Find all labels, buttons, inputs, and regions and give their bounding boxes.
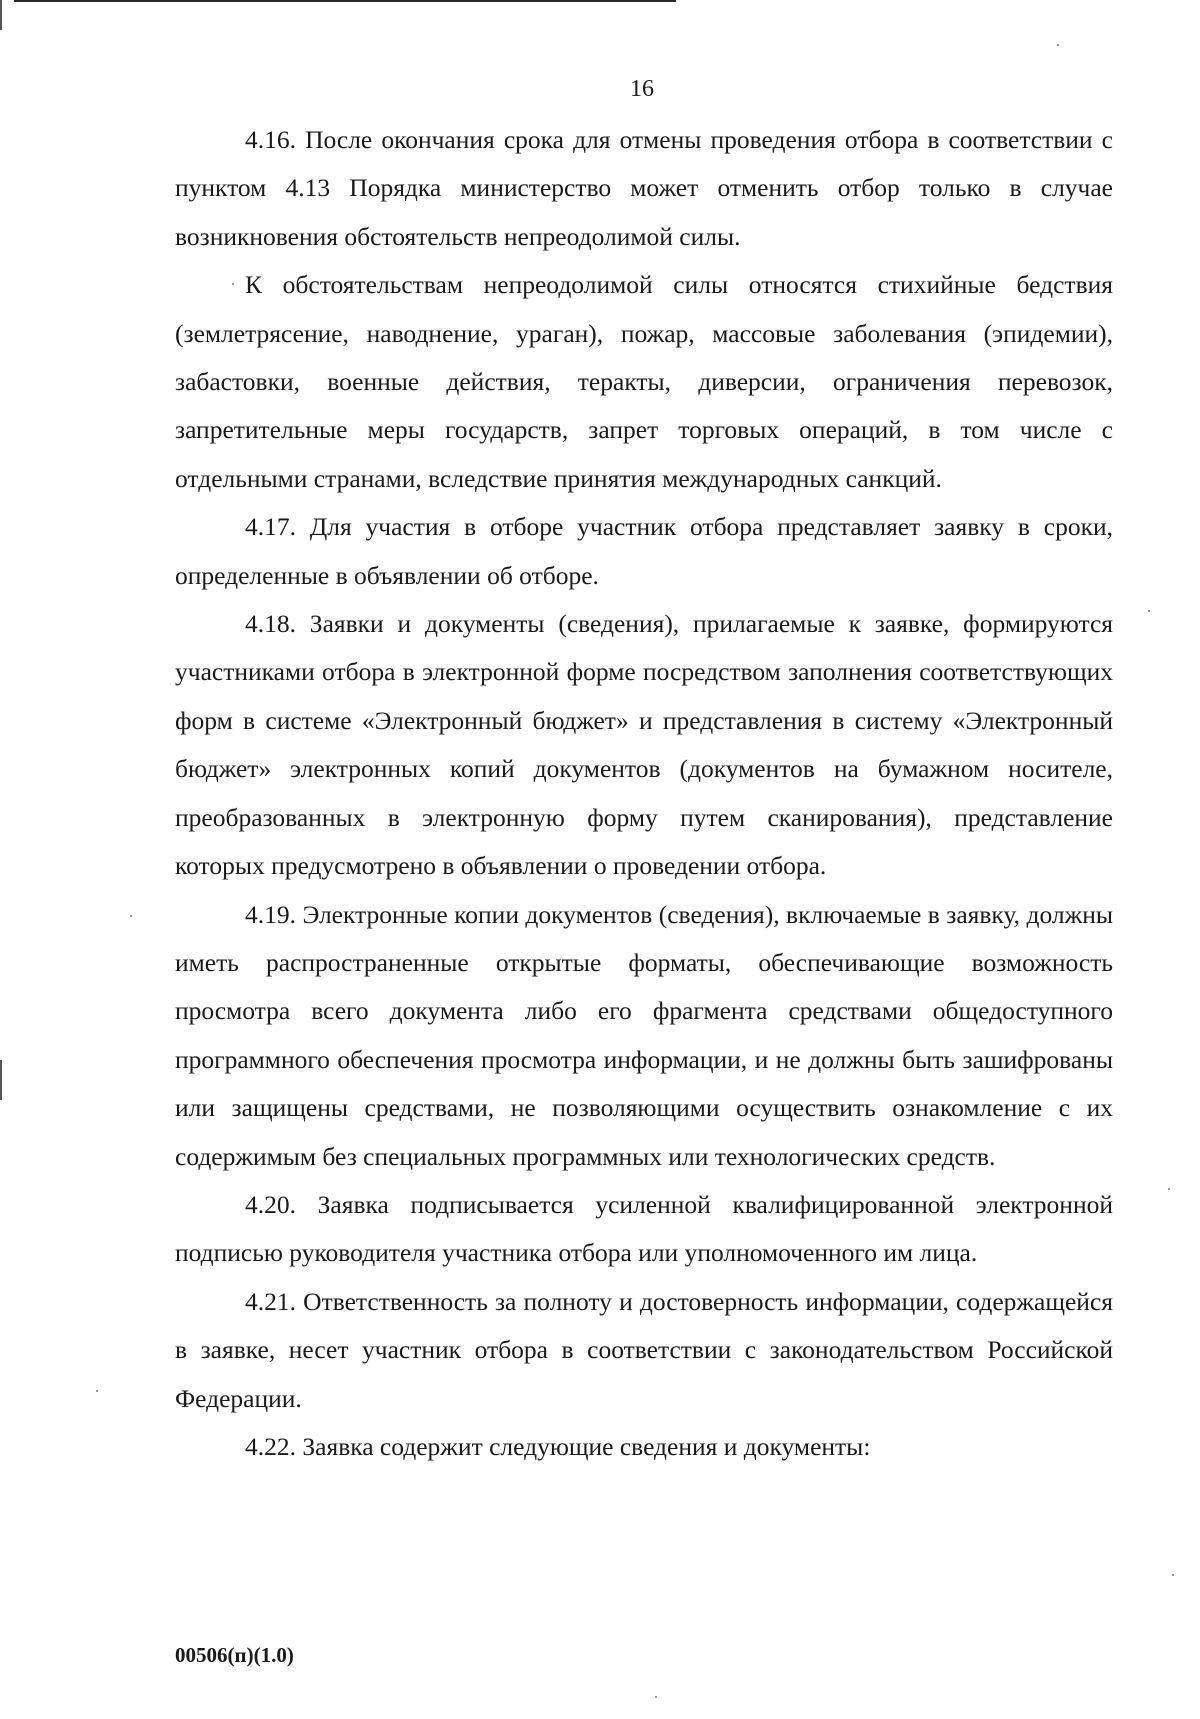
document-code: 00506(п)(1.0) (175, 1643, 294, 1667)
paragraph-4-20: 4.20. Заявка подписывается усиленной квалифицированной электронной подписью руководителя участника отбора или уполномоченного им лица. (175, 1189, 1113, 1268)
scan-left-edge-mark (0, 1060, 2, 1100)
paragraph-4-19: 4.19. Электронные копии документов (сведения), включаемые в заявку, должны иметь распространенные открытые форматы, обеспечивающие возможность просмотра всего документа либо его фрагмента средствами общедоступного программного обеспечения просмотра информации, и не должны быть зашифрованы или защищены средствами, не позволяющими осуществить ознакомление с их содержимым без специальных программных или технологических средств. (175, 899, 1113, 1171)
page-number: 16 (630, 76, 654, 102)
scan-speck (96, 1390, 98, 1392)
scan-speck (130, 915, 132, 917)
scan-speck (232, 283, 234, 285)
paragraph-4-18: 4.18. Заявки и документы (сведения), прилагаемые к заявке, формируются участниками отбора в электронной форме посредством заполнения соответствующих форм в системе «Электронный бюджет» и представления в систему «Электронный бюджет» электронных копий документов (документов на бумажном носителе, преобразованных в электронную форму путем сканирования), представление которых предусмотрено в объявлении о проведении отбора. (175, 609, 1113, 881)
paragraph-4-21: 4.21. Ответственность за полноту и достоверность информации, содержащейся в заявке, несет участник отбора в соответствии с законодательством Российской Федерации. (175, 1286, 1113, 1413)
paragraph-force-majeure: К обстоятельствам непреодолимой силы относятся стихийные бедствия (землетрясение, наводнение, ураган), пожар, массовые заболевания (эпидемии), забастовки, военные действия, теракты, диверсии, ограничения перевозок, запретительные меры государств, запрет торговых операций, в том числе с отдельными странами, вследствие принятия международных санкций. (175, 270, 1113, 493)
document-body (175, 116, 1113, 1471)
scan-speck (655, 1696, 657, 1698)
scan-speck (1057, 44, 1059, 46)
paragraph-4-17: 4.17. Для участия в отборе участник отбора представляет заявку в сроки, определенные в объявлении об отборе. (175, 512, 1113, 590)
scan-speck (1148, 610, 1150, 612)
paragraph-4-22: 4.22. Заявка содержит следующие сведения и документы: (245, 1431, 871, 1461)
scan-speck (1172, 1574, 1174, 1576)
scan-left-edge (0, 0, 2, 30)
paragraph-4-16: 4.16. После окончания срока для отмены проведения отбора в соответствии с пунктом 4.13 Порядка министерство может отменить отбор только в случае возникновения обстоятельств непреодолимой силы. (175, 125, 1113, 251)
scan-speck (1168, 1188, 1170, 1190)
scan-top-border (14, 0, 676, 2)
